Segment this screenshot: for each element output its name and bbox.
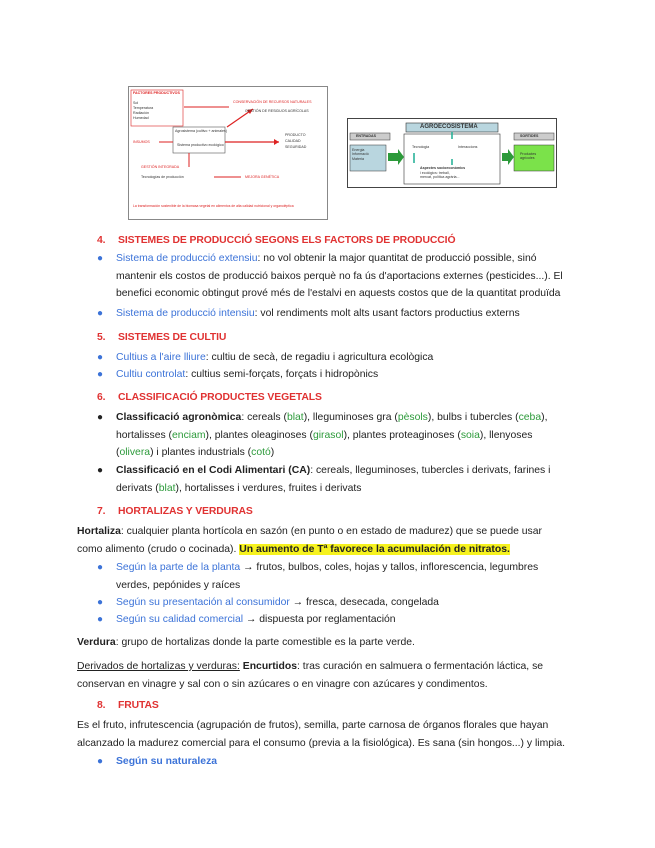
term-label: Encurtidos <box>239 661 298 672</box>
diagram-label: Sistema productivo ecológico <box>177 143 224 147</box>
section-title: SISTEMES DE PRODUCCIÓ SEGONS ELS FACTORS DE PRODUCCIÓ <box>118 235 456 246</box>
paragraph <box>77 634 597 652</box>
section-6-heading <box>97 389 655 407</box>
term-text: : no vol obtenir la major quantitat de producció possible, sinó <box>257 253 537 264</box>
factor-item: Temperatura <box>133 106 154 110</box>
bullet-icon: ● <box>97 352 104 363</box>
factor-item: Sol <box>133 101 139 105</box>
section-number: 8. <box>97 700 106 711</box>
term-label: Classificació en el Codi Alimentari (CA) <box>116 465 311 476</box>
list-item <box>97 349 597 367</box>
bullet-icon: ● <box>97 756 104 767</box>
list-item <box>97 611 597 629</box>
example-word: olivera <box>119 447 151 459</box>
section-number: 5. <box>97 332 106 343</box>
bullet-icon: ● <box>97 412 104 423</box>
inputs-box: Energia Informació Materia <box>352 148 369 161</box>
section-title: FRUTAS <box>118 700 159 711</box>
term-text: : vol rendiments molt alts usant factors productius externs <box>254 308 520 319</box>
term-text: → frutos, bulbos, coles, hojas y tallos, inflorescencia, legumbres <box>240 562 539 573</box>
term-label: Según su calidad comercial <box>116 614 244 625</box>
term-text: Es el fruto, infrutescencia (agrupación de frutos), semilla, parte carnosa de órganos florales que hayan <box>77 720 549 731</box>
list-item <box>97 250 597 303</box>
term-text: conservan en vinagre y sal con o sin azúcares o en vinagre con azúcares y condimentos. <box>77 678 488 690</box>
term-label: Cultius a l'aire lliure <box>116 352 206 363</box>
interactions-label: Interaccions <box>458 145 478 149</box>
bullet-icon: ● <box>97 253 104 264</box>
diagram-footer: La transformación sostenible de la biomasa vegetal en alimentos de alta calidad nutricional y organoléptica <box>133 204 294 208</box>
term-text: : cereals ( <box>241 412 287 423</box>
section-number: 7. <box>97 506 106 517</box>
term-text: ) i plantes industrials ( <box>150 447 252 459</box>
term-text: como alimento (crudo o cocinada). <box>77 543 240 555</box>
diagram-label: MEJORA GENÉTICA <box>245 175 280 179</box>
example-word: enciam <box>172 429 206 441</box>
term-text: : cultiu de secà, de regadiu i agricultura ecològica <box>205 352 434 363</box>
section-title: SISTEMES DE CULTIU <box>118 332 227 343</box>
term-label: Sistema de producció intensiu <box>116 308 255 319</box>
term-text: : cualquier planta hortícola en sazón (en punto o en estado de madurez) que se puede usar <box>120 526 542 537</box>
paragraph <box>77 658 597 693</box>
section-8-heading <box>97 697 655 715</box>
term-label: Classificació agronòmica <box>116 412 242 423</box>
tech-label: Tecnologia <box>412 145 430 149</box>
term-text: ), hortalisses i verdures, fruites i derivats <box>175 482 362 494</box>
diagram-label: Agrosistema (cultivo + animales) <box>175 129 228 133</box>
term-text: ), llenyoses <box>479 429 533 441</box>
bullet-icon: ● <box>97 614 104 625</box>
term-text: ), plantes oleaginoses ( <box>205 429 313 441</box>
example-word: soia <box>460 429 480 441</box>
term-label: Según su naturaleza <box>116 756 218 767</box>
term-text: hortalisses ( <box>116 429 173 441</box>
term-text: mantenir els costos de producció baixos perquè no fa ús d'aportacions externes (pesticides...). El <box>116 270 563 282</box>
bullet-icon: ● <box>97 562 104 573</box>
list-item <box>97 559 597 594</box>
factor-item: Radiación <box>133 111 149 115</box>
section-number: 6. <box>97 392 106 403</box>
paragraph <box>77 717 597 752</box>
term-label: Sistema de producció extensiu <box>116 253 258 264</box>
highlighted-text: Un aumento de Tª favorece la acumulación de nitratos. <box>239 543 510 555</box>
diagram-label: Tecnologías de producción <box>141 175 184 179</box>
section-title: HORTALIZAS Y VERDURAS <box>118 506 253 517</box>
agroecosystem-diagram <box>347 118 557 188</box>
section-title: CLASSIFICACIÓ PRODUCTES VEGETALS <box>118 392 322 403</box>
diagram-label: INSUMOS <box>133 140 150 144</box>
list-item <box>97 366 597 384</box>
diagram-label: CALIDAD <box>285 139 301 143</box>
example-word: blat <box>158 482 176 494</box>
list-item <box>97 753 597 771</box>
term-text: → fresca, desecada, congelada <box>289 597 439 608</box>
section-number: 4. <box>97 235 106 246</box>
agroecosystem-title: AGROECOSISTEMA <box>420 124 478 130</box>
example-word: ceba <box>518 412 542 423</box>
bullet-icon: ● <box>97 308 104 319</box>
outputs-box: Productes agrícoles <box>520 152 537 161</box>
term-label: Hortaliza <box>77 526 121 537</box>
paragraph <box>77 523 597 558</box>
diagram-label: GESTIÓN DE RESIDUOS AGRÍCOLAS <box>245 109 309 113</box>
diagram-label: GESTIÓN INTEGRADA <box>141 165 180 169</box>
term-text: → dispuesta por reglamentación <box>243 614 396 625</box>
factor-item: Humedad <box>133 116 149 120</box>
underlined-term: Derivados de hortalizas y verduras: <box>77 661 240 672</box>
term-text: derivats ( <box>116 482 159 494</box>
term-label: Cultiu controlat <box>116 369 186 380</box>
term-text: ), bulbs i tubercles ( <box>427 412 519 423</box>
term-text: ), lleguminoses gra ( <box>303 412 398 423</box>
term-text: ), <box>541 412 548 423</box>
list-item <box>97 462 597 497</box>
term-label: Según la parte de la planta <box>116 562 241 573</box>
term-text: : tras curación en salmuera o fermentación láctica, se <box>297 661 544 672</box>
socio-detail: i ecològics: treball, mercat, política agrària... <box>420 171 460 180</box>
term-text: ), plantes proteaginoses ( <box>343 429 461 441</box>
term-text: benefici economic obtingut prové més de l'estalvi en aquests costos que de la quantitat produïda <box>116 288 561 300</box>
diagram-label: SEGURIDAD <box>285 145 307 149</box>
term-text: : grupo de hortalizas donde la parte comestible es la parte verde. <box>115 637 415 648</box>
bullet-icon: ● <box>97 369 104 380</box>
term-text: alcanzado la madurez comercial para el consumo (previa a la fisiológica). Es sana (sin hongos...) y limpia. <box>77 737 566 749</box>
term-text: : cereals, lleguminoses, tubercles i derivats, farines i <box>310 465 551 476</box>
diagram-label: CONSERVACIÓN DE RECURSOS NATURALES <box>233 100 312 104</box>
diagram-arrows <box>129 87 327 219</box>
outputs-label: SORTIDES <box>520 134 539 138</box>
list-item <box>97 594 597 612</box>
section-7-heading <box>97 503 655 521</box>
example-word: blat <box>286 412 304 423</box>
example-word: cotó <box>251 447 271 459</box>
list-item <box>97 305 597 323</box>
bullet-icon: ● <box>97 465 104 476</box>
bullet-icon: ● <box>97 597 104 608</box>
section-4-heading <box>97 232 655 250</box>
production-factors-diagram <box>128 86 328 220</box>
term-text: : cultius semi-forçats, forçats i hidropònics <box>185 369 379 380</box>
term-text: ( <box>116 447 120 459</box>
term-text: ) <box>270 447 275 459</box>
diagram-label: PRODUCTO <box>285 133 306 137</box>
example-word: pèsols <box>397 412 428 423</box>
term-label: Verdura <box>77 637 116 648</box>
inputs-label: ENTRADAS <box>356 134 376 138</box>
term-label: Según su presentación al consumidor <box>116 597 290 608</box>
list-item <box>97 409 597 462</box>
factors-header: FACTORES PRODUCTIVOS <box>133 91 180 95</box>
example-word: girasol <box>312 429 344 441</box>
section-5-heading <box>97 329 655 347</box>
term-text: verdes, pepónides y raíces <box>116 579 241 591</box>
socio-label: Aspectes socioeconòmics <box>420 166 466 170</box>
